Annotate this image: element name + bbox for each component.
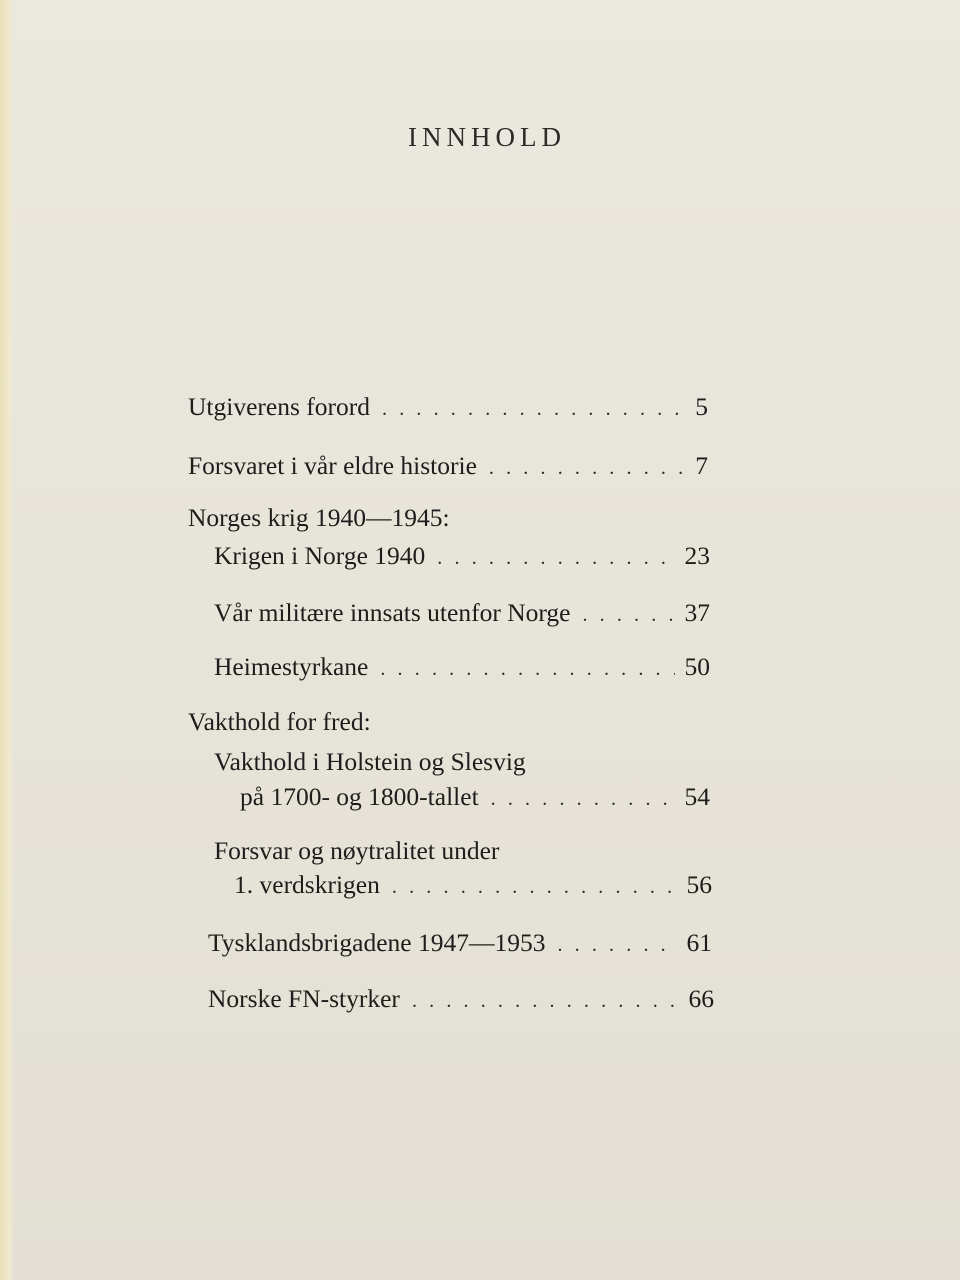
toc-entry bbox=[188, 453, 708, 479]
dot-leader bbox=[412, 991, 679, 1011]
toc-entry-page: 5 bbox=[695, 392, 708, 421]
toc-entry-page: 7 bbox=[695, 451, 708, 480]
dot-leader bbox=[582, 605, 674, 625]
toc-entry-page: 37 bbox=[684, 598, 710, 627]
toc-entry-page: 56 bbox=[686, 870, 712, 899]
toc-entry-page: 50 bbox=[684, 652, 710, 681]
dot-leader bbox=[437, 548, 674, 568]
toc-entry bbox=[188, 394, 708, 420]
toc-entry-title: Krigen i Norge 1940 bbox=[214, 541, 426, 570]
toc-entry-title: Norske FN-styrker bbox=[208, 984, 400, 1013]
toc-section-heading: Norges krig 1940—1945: bbox=[188, 503, 450, 532]
dot-leader bbox=[392, 877, 677, 897]
toc-entry-title: Forsvaret i vår eldre historie bbox=[188, 451, 477, 480]
dot-leader bbox=[380, 659, 674, 679]
toc-entry-title: Vår militære innsats utenfor Norge bbox=[214, 598, 571, 627]
toc-entry-title: Tysklandsbrigadene 1947—1953 bbox=[208, 928, 546, 957]
toc-entry bbox=[208, 986, 714, 1012]
toc-entry bbox=[234, 872, 712, 898]
toc-entry bbox=[214, 654, 710, 680]
toc-entry-title-line1: Forsvar og nøytralitet under bbox=[214, 836, 500, 865]
toc-entry-title: 1. verdskrigen bbox=[234, 870, 380, 899]
toc-section-heading: Vakthold for fred: bbox=[188, 707, 371, 736]
dot-leader bbox=[382, 399, 685, 419]
toc-entry bbox=[214, 543, 710, 569]
dot-leader bbox=[557, 935, 676, 955]
dot-leader bbox=[491, 789, 675, 809]
toc-entry-page: 23 bbox=[684, 541, 710, 570]
toc-entry bbox=[240, 784, 710, 810]
toc-entry-title: Utgiverens forord bbox=[188, 392, 370, 421]
dot-leader bbox=[489, 458, 685, 478]
page-title: INNHOLD bbox=[408, 122, 566, 152]
toc-entry-title-line1: Vakthold i Holstein og Slesvig bbox=[214, 747, 526, 776]
toc-entry bbox=[208, 930, 712, 956]
toc-entry-title: Heimestyrkane bbox=[214, 652, 369, 681]
toc-entry bbox=[214, 600, 710, 626]
toc-entry-title: på 1700- og 1800-tallet bbox=[240, 782, 479, 811]
toc-entry-page: 54 bbox=[684, 782, 710, 811]
toc-entry-page: 66 bbox=[688, 984, 714, 1013]
toc-entry-page: 61 bbox=[686, 928, 712, 957]
